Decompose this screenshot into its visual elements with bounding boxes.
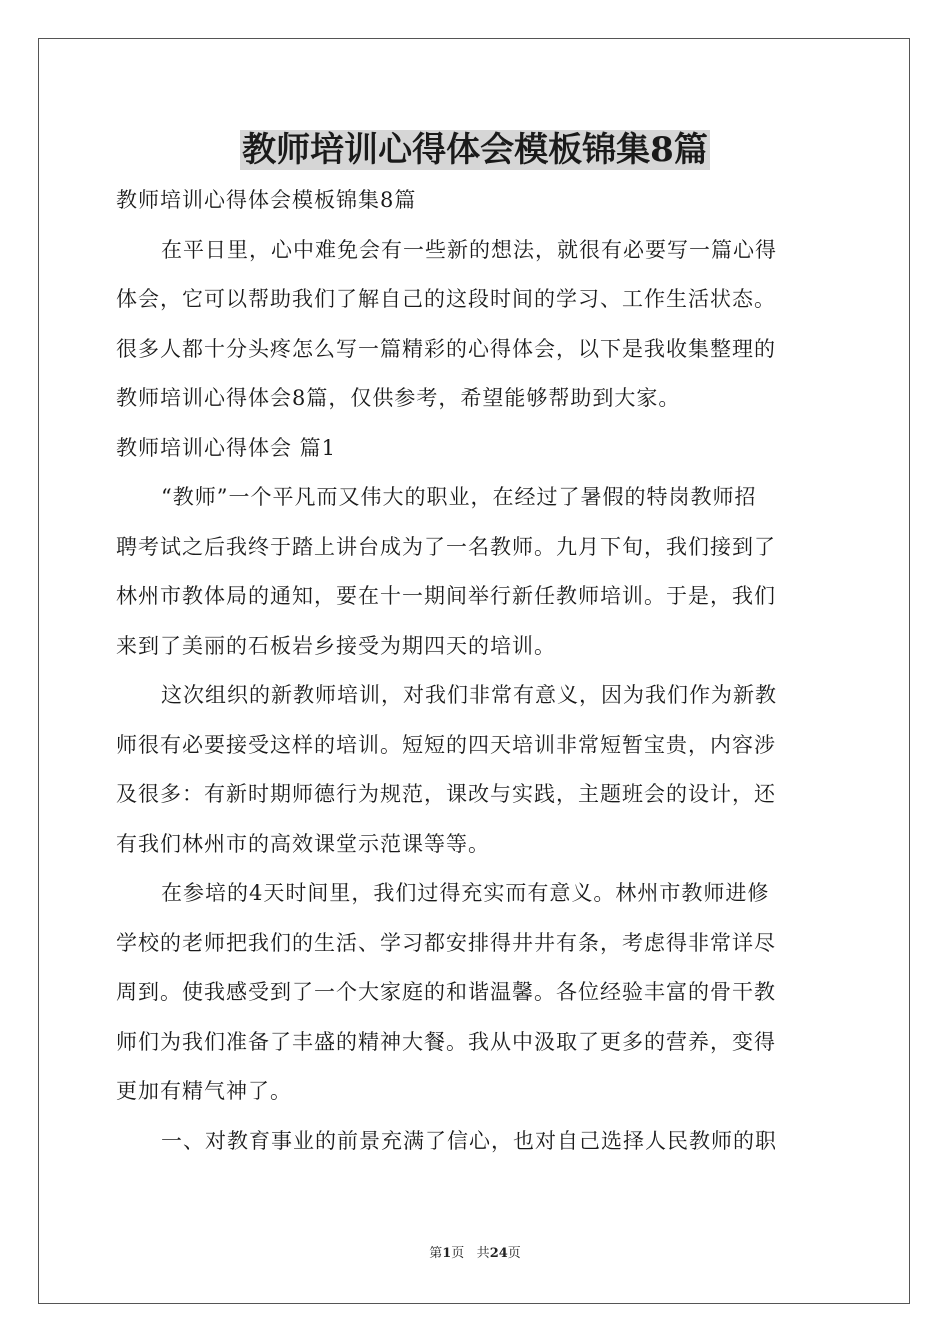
footer-page-suffix: 页: [451, 1246, 465, 1261]
paragraph-line: 更加有精气神了。: [116, 1079, 292, 1103]
footer-total-pages: 24: [489, 1246, 508, 1261]
paragraph-line: 在平日里，心中难免会有一些新的想法，就很有必要写一篇心得: [161, 237, 777, 262]
paragraph-line: 林州市教体局的通知，要在十一期间举行新任教师培训。于是，我们: [116, 584, 776, 608]
document-title: [0, 124, 950, 176]
paragraph-line: 周到。使我感受到了一个大家庭的和谐温馨。各位经验丰富的骨干教: [116, 980, 776, 1004]
paragraph-line: 及很多：有新时期师德行为规范，课改与实践，主题班会的设计，还: [116, 782, 776, 806]
paragraph-line: 很多人都十分头疼怎么写一篇精彩的心得体会，以下是我收集整理的: [116, 336, 776, 361]
document-title-text: 教师培训心得体会模板锦集8篇: [242, 130, 708, 170]
paragraph-line: 教师培训心得体会8篇，仅供参考，希望能够帮助到大家。: [116, 386, 681, 410]
paragraph-line: 师们为我们准备了丰盛的精神大餐。我从中汲取了更多的营养，变得: [116, 1029, 776, 1054]
paragraph-line: 在参培的4天时间里，我们过得充实而有意义。林州市教师进修: [161, 881, 770, 905]
paragraph-line: 有我们林州市的高效课堂示范课等等。: [116, 831, 490, 856]
paragraph-line: 一、对教育事业的前景充满了信心，也对自己选择人民教师的职: [161, 1128, 777, 1153]
section-heading: 教师培训心得体会 篇1: [116, 435, 337, 460]
paragraph-line: 聘考试之后我终于踏上讲台成为了一名教师。九月下旬，我们接到了: [116, 534, 776, 559]
page-footer: [0, 1244, 950, 1264]
paragraph-line: “教师”一个平凡而又伟大的职业，在经过了暑假的特岗教师招: [161, 485, 757, 509]
footer-page-prefix: 第: [429, 1246, 443, 1261]
paragraph-line: 来到了美丽的石板岩乡接受为期四天的培训。: [116, 633, 556, 658]
paragraph-line: 这次组织的新教师培训，对我们非常有意义，因为我们作为新教: [161, 683, 777, 707]
footer-total-suffix: 页: [507, 1246, 521, 1261]
subtitle-line: 教师培训心得体会模板锦集8篇: [116, 188, 417, 212]
paragraph-line: 体会，它可以帮助我们了解自己的这段时间的学习、工作生活状态。: [116, 287, 776, 311]
footer-page-number: 1: [442, 1246, 452, 1261]
footer-total-prefix: 共: [476, 1246, 490, 1261]
document-body: [116, 176, 832, 1166]
paragraph-line: 师很有必要接受这样的培训。短短的四天培训非常短暂宝贵，内容涉: [116, 732, 776, 757]
paragraph-line: 学校的老师把我们的生活、学习都安排得井井有条，考虑得非常详尽: [116, 930, 776, 955]
